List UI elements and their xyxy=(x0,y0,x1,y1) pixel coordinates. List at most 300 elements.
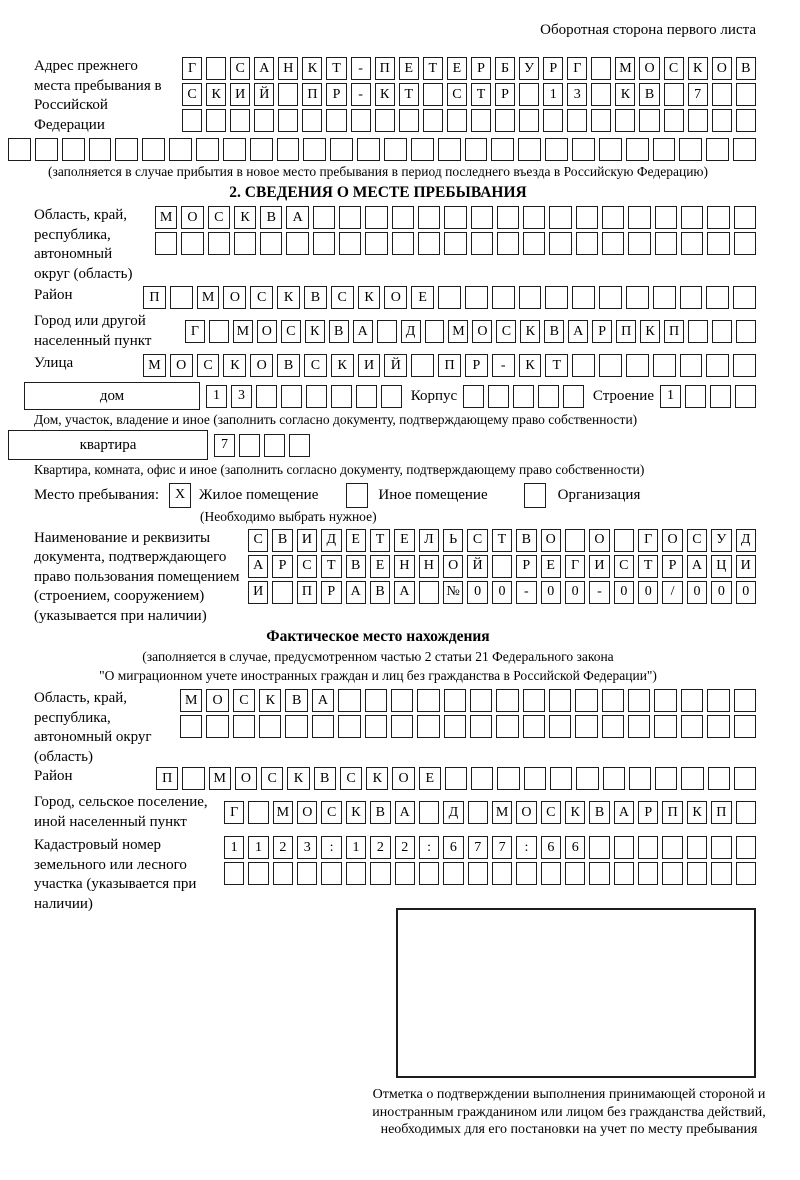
char-cell[interactable]: С xyxy=(297,555,317,578)
char-cell[interactable] xyxy=(706,138,729,161)
char-cell[interactable] xyxy=(599,138,622,161)
char-cell[interactable]: 0 xyxy=(565,581,585,604)
char-cell[interactable] xyxy=(576,206,598,229)
char-cell[interactable] xyxy=(735,385,756,408)
char-cell[interactable] xyxy=(392,232,414,255)
char-cell[interactable] xyxy=(444,715,466,738)
char-cell[interactable]: Р xyxy=(321,581,341,604)
char-cell[interactable] xyxy=(468,862,488,885)
char-cell[interactable] xyxy=(599,286,622,309)
char-cell[interactable] xyxy=(733,138,756,161)
char-cell[interactable] xyxy=(89,138,112,161)
char-cell[interactable] xyxy=(395,862,415,885)
char-cell[interactable]: К xyxy=(640,320,660,343)
char-cell[interactable] xyxy=(392,206,414,229)
char-cell[interactable]: Р xyxy=(495,83,515,106)
char-cell[interactable]: 0 xyxy=(541,581,561,604)
char-cell[interactable]: Т xyxy=(399,83,419,106)
char-cell[interactable] xyxy=(365,232,387,255)
char-cell[interactable] xyxy=(233,715,255,738)
char-cell[interactable] xyxy=(411,354,434,377)
char-cell[interactable] xyxy=(272,581,292,604)
char-cell[interactable]: Е xyxy=(411,286,434,309)
char-cell[interactable] xyxy=(492,555,512,578)
char-cell[interactable]: М xyxy=(143,354,166,377)
char-cell[interactable] xyxy=(338,689,360,712)
char-cell[interactable]: Д xyxy=(443,801,463,824)
char-cell[interactable] xyxy=(688,109,708,132)
char-cell[interactable]: : xyxy=(516,836,536,859)
char-cell[interactable]: Й xyxy=(467,555,487,578)
char-cell[interactable] xyxy=(549,206,571,229)
char-cell[interactable]: В xyxy=(370,581,390,604)
char-cell[interactable] xyxy=(626,354,649,377)
char-cell[interactable] xyxy=(278,109,298,132)
char-cell[interactable] xyxy=(614,862,634,885)
char-cell[interactable] xyxy=(687,862,707,885)
char-cell[interactable] xyxy=(302,109,322,132)
apartment-field-box[interactable]: квартира xyxy=(8,430,208,460)
char-cell[interactable] xyxy=(155,232,177,255)
char-cell[interactable] xyxy=(260,232,282,255)
char-cell[interactable]: С xyxy=(541,801,561,824)
char-cell[interactable]: С xyxy=(467,529,487,552)
char-cell[interactable] xyxy=(254,109,274,132)
char-cell[interactable] xyxy=(629,767,651,790)
char-cell[interactable] xyxy=(707,715,729,738)
char-cell[interactable]: Т xyxy=(326,57,346,80)
char-cell[interactable] xyxy=(180,715,202,738)
char-cell[interactable] xyxy=(365,715,387,738)
char-cell[interactable] xyxy=(313,232,335,255)
char-cell[interactable]: О xyxy=(223,286,246,309)
char-cell[interactable]: О xyxy=(297,801,317,824)
char-cell[interactable]: 7 xyxy=(214,434,235,457)
char-cell[interactable] xyxy=(567,109,587,132)
char-cell[interactable] xyxy=(653,354,676,377)
char-cell[interactable] xyxy=(734,715,756,738)
char-cell[interactable]: В xyxy=(329,320,349,343)
char-cell[interactable] xyxy=(425,320,445,343)
char-cell[interactable]: Е xyxy=(447,57,467,80)
char-cell[interactable] xyxy=(545,138,568,161)
char-cell[interactable] xyxy=(541,862,561,885)
char-cell[interactable] xyxy=(285,715,307,738)
char-cell[interactable] xyxy=(736,109,756,132)
char-cell[interactable] xyxy=(575,689,597,712)
char-cell[interactable] xyxy=(736,862,756,885)
char-cell[interactable]: 7 xyxy=(468,836,488,859)
char-cell[interactable]: А xyxy=(568,320,588,343)
char-cell[interactable] xyxy=(206,109,226,132)
char-cell[interactable]: / xyxy=(662,581,682,604)
char-cell[interactable] xyxy=(443,862,463,885)
char-cell[interactable]: Р xyxy=(272,555,292,578)
char-cell[interactable]: 3 xyxy=(567,83,587,106)
char-cell[interactable] xyxy=(447,109,467,132)
char-cell[interactable]: А xyxy=(248,555,268,578)
char-cell[interactable] xyxy=(286,232,308,255)
char-cell[interactable] xyxy=(513,385,534,408)
char-cell[interactable]: У xyxy=(711,529,731,552)
char-cell[interactable]: О xyxy=(472,320,492,343)
char-cell[interactable]: Д xyxy=(321,529,341,552)
char-cell[interactable]: С xyxy=(261,767,283,790)
char-cell[interactable]: 0 xyxy=(687,581,707,604)
char-cell[interactable] xyxy=(223,138,246,161)
char-cell[interactable]: Т xyxy=(471,83,491,106)
char-cell[interactable]: Г xyxy=(567,57,587,80)
char-cell[interactable]: 1 xyxy=(248,836,268,859)
char-cell[interactable]: Р xyxy=(465,354,488,377)
char-cell[interactable]: П xyxy=(711,801,731,824)
char-cell[interactable]: С xyxy=(208,206,230,229)
char-cell[interactable] xyxy=(357,138,380,161)
char-cell[interactable] xyxy=(626,138,649,161)
char-cell[interactable] xyxy=(492,862,512,885)
char-cell[interactable] xyxy=(591,109,611,132)
char-cell[interactable] xyxy=(250,138,273,161)
char-cell[interactable] xyxy=(655,767,677,790)
char-cell[interactable] xyxy=(351,109,371,132)
char-cell[interactable] xyxy=(444,232,466,255)
char-cell[interactable] xyxy=(313,206,335,229)
char-cell[interactable] xyxy=(638,862,658,885)
char-cell[interactable] xyxy=(306,385,327,408)
char-cell[interactable]: П xyxy=(143,286,166,309)
char-cell[interactable]: К xyxy=(366,767,388,790)
char-cell[interactable]: Е xyxy=(541,555,561,578)
char-cell[interactable]: Т xyxy=(423,57,443,80)
char-cell[interactable] xyxy=(206,715,228,738)
char-cell[interactable]: О xyxy=(250,354,273,377)
char-cell[interactable]: 1 xyxy=(224,836,244,859)
char-cell[interactable] xyxy=(589,862,609,885)
char-cell[interactable]: В xyxy=(260,206,282,229)
char-cell[interactable]: И xyxy=(297,529,317,552)
char-cell[interactable] xyxy=(681,689,703,712)
char-cell[interactable] xyxy=(602,689,624,712)
char-cell[interactable]: К xyxy=(615,83,635,106)
checkbox-residential[interactable]: X xyxy=(169,483,191,508)
char-cell[interactable] xyxy=(549,689,571,712)
char-cell[interactable]: Р xyxy=(638,801,658,824)
char-cell[interactable]: С xyxy=(496,320,516,343)
char-cell[interactable] xyxy=(248,801,268,824)
char-cell[interactable] xyxy=(471,206,493,229)
char-cell[interactable] xyxy=(707,689,729,712)
char-cell[interactable] xyxy=(524,767,546,790)
char-cell[interactable] xyxy=(572,354,595,377)
char-cell[interactable] xyxy=(523,232,545,255)
char-cell[interactable]: О xyxy=(206,689,228,712)
char-cell[interactable] xyxy=(488,385,509,408)
char-cell[interactable]: С xyxy=(182,83,202,106)
char-cell[interactable]: Д xyxy=(736,529,756,552)
char-cell[interactable]: С xyxy=(230,57,250,80)
char-cell[interactable]: Е xyxy=(346,529,366,552)
char-cell[interactable]: К xyxy=(287,767,309,790)
char-cell[interactable] xyxy=(626,286,649,309)
char-cell[interactable]: Ь xyxy=(443,529,463,552)
char-cell[interactable] xyxy=(470,689,492,712)
char-cell[interactable]: А xyxy=(394,581,414,604)
char-cell[interactable] xyxy=(277,138,300,161)
char-cell[interactable] xyxy=(470,715,492,738)
char-cell[interactable]: О xyxy=(392,767,414,790)
char-cell[interactable] xyxy=(639,109,659,132)
char-cell[interactable] xyxy=(734,767,756,790)
char-cell[interactable] xyxy=(602,715,624,738)
char-cell[interactable]: 6 xyxy=(541,836,561,859)
char-cell[interactable] xyxy=(495,109,515,132)
char-cell[interactable]: П xyxy=(616,320,636,343)
char-cell[interactable]: В xyxy=(639,83,659,106)
char-cell[interactable]: Т xyxy=(321,555,341,578)
char-cell[interactable] xyxy=(733,286,756,309)
char-cell[interactable]: 1 xyxy=(206,385,227,408)
char-cell[interactable] xyxy=(497,767,519,790)
char-cell[interactable]: С xyxy=(233,689,255,712)
char-cell[interactable] xyxy=(419,801,439,824)
char-cell[interactable] xyxy=(370,862,390,885)
char-cell[interactable] xyxy=(681,715,703,738)
char-cell[interactable] xyxy=(662,836,682,859)
char-cell[interactable]: В xyxy=(272,529,292,552)
char-cell[interactable]: И xyxy=(230,83,250,106)
char-cell[interactable]: В xyxy=(544,320,564,343)
char-cell[interactable]: И xyxy=(589,555,609,578)
char-cell[interactable]: А xyxy=(395,801,415,824)
char-cell[interactable] xyxy=(707,206,729,229)
char-cell[interactable]: С xyxy=(281,320,301,343)
char-cell[interactable] xyxy=(438,138,461,161)
char-cell[interactable]: 7 xyxy=(492,836,512,859)
char-cell[interactable] xyxy=(303,138,326,161)
char-cell[interactable]: 2 xyxy=(370,836,390,859)
char-cell[interactable]: К xyxy=(223,354,246,377)
char-cell[interactable]: 1 xyxy=(346,836,366,859)
char-cell[interactable] xyxy=(273,862,293,885)
char-cell[interactable]: 6 xyxy=(565,836,585,859)
char-cell[interactable] xyxy=(209,320,229,343)
char-cell[interactable] xyxy=(465,138,488,161)
char-cell[interactable]: С xyxy=(614,555,634,578)
char-cell[interactable]: У xyxy=(519,57,539,80)
char-cell[interactable] xyxy=(734,232,756,255)
char-cell[interactable] xyxy=(628,715,650,738)
char-cell[interactable]: К xyxy=(302,57,322,80)
char-cell[interactable] xyxy=(330,138,353,161)
char-cell[interactable] xyxy=(497,206,519,229)
char-cell[interactable]: 1 xyxy=(543,83,563,106)
char-cell[interactable] xyxy=(734,206,756,229)
char-cell[interactable] xyxy=(491,138,514,161)
char-cell[interactable]: О xyxy=(170,354,193,377)
char-cell[interactable] xyxy=(224,862,244,885)
char-cell[interactable] xyxy=(711,862,731,885)
char-cell[interactable]: А xyxy=(312,689,334,712)
char-cell[interactable] xyxy=(391,689,413,712)
char-cell[interactable]: 0 xyxy=(614,581,634,604)
char-cell[interactable] xyxy=(208,232,230,255)
char-cell[interactable]: Л xyxy=(419,529,439,552)
char-cell[interactable]: 7 xyxy=(688,83,708,106)
char-cell[interactable] xyxy=(375,109,395,132)
char-cell[interactable]: А xyxy=(286,206,308,229)
char-cell[interactable] xyxy=(248,862,268,885)
char-cell[interactable] xyxy=(259,715,281,738)
char-cell[interactable]: К xyxy=(305,320,325,343)
char-cell[interactable]: А xyxy=(687,555,707,578)
char-cell[interactable]: Г xyxy=(182,57,202,80)
char-cell[interactable] xyxy=(346,862,366,885)
char-cell[interactable]: Г xyxy=(224,801,244,824)
char-cell[interactable] xyxy=(707,232,729,255)
char-cell[interactable] xyxy=(411,138,434,161)
char-cell[interactable] xyxy=(339,232,361,255)
char-cell[interactable]: В xyxy=(516,529,536,552)
char-cell[interactable]: Й xyxy=(384,354,407,377)
char-cell[interactable] xyxy=(664,83,684,106)
char-cell[interactable]: С xyxy=(248,529,268,552)
char-cell[interactable] xyxy=(679,138,702,161)
char-cell[interactable]: С xyxy=(331,286,354,309)
char-cell[interactable] xyxy=(576,767,598,790)
char-cell[interactable] xyxy=(321,862,341,885)
char-cell[interactable] xyxy=(278,83,298,106)
char-cell[interactable]: К xyxy=(688,57,708,80)
char-cell[interactable]: О xyxy=(181,206,203,229)
char-cell[interactable]: Т xyxy=(545,354,568,377)
char-cell[interactable]: А xyxy=(254,57,274,80)
char-cell[interactable]: 1 xyxy=(660,385,681,408)
char-cell[interactable] xyxy=(365,689,387,712)
char-cell[interactable]: П xyxy=(156,767,178,790)
char-cell[interactable]: В xyxy=(370,801,390,824)
char-cell[interactable]: В xyxy=(277,354,300,377)
char-cell[interactable] xyxy=(239,434,260,457)
char-cell[interactable]: К xyxy=(565,801,585,824)
char-cell[interactable] xyxy=(471,232,493,255)
char-cell[interactable]: 0 xyxy=(638,581,658,604)
char-cell[interactable] xyxy=(712,83,732,106)
char-cell[interactable]: Г xyxy=(185,320,205,343)
char-cell[interactable] xyxy=(182,109,202,132)
char-cell[interactable]: Е xyxy=(370,555,390,578)
char-cell[interactable]: 0 xyxy=(492,581,512,604)
char-cell[interactable]: 3 xyxy=(231,385,252,408)
char-cell[interactable]: Н xyxy=(394,555,414,578)
char-cell[interactable]: - xyxy=(589,581,609,604)
char-cell[interactable] xyxy=(712,320,732,343)
char-cell[interactable] xyxy=(545,286,568,309)
char-cell[interactable] xyxy=(638,836,658,859)
char-cell[interactable]: К xyxy=(358,286,381,309)
char-cell[interactable]: 0 xyxy=(711,581,731,604)
char-cell[interactable] xyxy=(181,232,203,255)
checkbox-organization[interactable] xyxy=(524,483,546,508)
char-cell[interactable]: К xyxy=(331,354,354,377)
char-cell[interactable]: П xyxy=(302,83,322,106)
char-cell[interactable] xyxy=(614,529,634,552)
char-cell[interactable] xyxy=(599,354,622,377)
char-cell[interactable] xyxy=(418,232,440,255)
char-cell[interactable]: Б xyxy=(495,57,515,80)
char-cell[interactable]: П xyxy=(297,581,317,604)
char-cell[interactable] xyxy=(419,581,439,604)
char-cell[interactable] xyxy=(655,232,677,255)
char-cell[interactable] xyxy=(418,206,440,229)
char-cell[interactable]: № xyxy=(443,581,463,604)
char-cell[interactable] xyxy=(736,836,756,859)
char-cell[interactable]: 6 xyxy=(443,836,463,859)
char-cell[interactable] xyxy=(142,138,165,161)
char-cell[interactable]: О xyxy=(589,529,609,552)
char-cell[interactable] xyxy=(256,385,277,408)
char-cell[interactable]: С xyxy=(197,354,220,377)
char-cell[interactable] xyxy=(417,715,439,738)
char-cell[interactable]: С xyxy=(687,529,707,552)
char-cell[interactable] xyxy=(681,232,703,255)
char-cell[interactable]: О xyxy=(712,57,732,80)
char-cell[interactable]: И xyxy=(736,555,756,578)
char-cell[interactable] xyxy=(628,232,650,255)
char-cell[interactable] xyxy=(182,767,204,790)
char-cell[interactable]: В xyxy=(589,801,609,824)
char-cell[interactable]: Р xyxy=(592,320,612,343)
char-cell[interactable]: О xyxy=(235,767,257,790)
char-cell[interactable] xyxy=(365,206,387,229)
char-cell[interactable]: - xyxy=(351,57,371,80)
char-cell[interactable] xyxy=(591,57,611,80)
char-cell[interactable] xyxy=(169,138,192,161)
char-cell[interactable] xyxy=(496,715,518,738)
char-cell[interactable] xyxy=(654,689,676,712)
char-cell[interactable]: : xyxy=(321,836,341,859)
char-cell[interactable] xyxy=(170,286,193,309)
char-cell[interactable]: М xyxy=(197,286,220,309)
char-cell[interactable]: М xyxy=(209,767,231,790)
char-cell[interactable]: А xyxy=(353,320,373,343)
char-cell[interactable] xyxy=(497,232,519,255)
char-cell[interactable] xyxy=(419,862,439,885)
char-cell[interactable] xyxy=(602,206,624,229)
char-cell[interactable]: А xyxy=(346,581,366,604)
char-cell[interactable] xyxy=(8,138,31,161)
char-cell[interactable] xyxy=(653,286,676,309)
char-cell[interactable] xyxy=(680,354,703,377)
char-cell[interactable] xyxy=(471,109,491,132)
char-cell[interactable] xyxy=(615,109,635,132)
char-cell[interactable] xyxy=(496,689,518,712)
char-cell[interactable] xyxy=(565,529,585,552)
char-cell[interactable]: Р xyxy=(471,57,491,80)
char-cell[interactable]: Й xyxy=(254,83,274,106)
char-cell[interactable] xyxy=(289,434,310,457)
char-cell[interactable]: П xyxy=(375,57,395,80)
char-cell[interactable] xyxy=(614,836,634,859)
char-cell[interactable] xyxy=(381,385,402,408)
char-cell[interactable]: 0 xyxy=(736,581,756,604)
char-cell[interactable] xyxy=(492,286,515,309)
char-cell[interactable] xyxy=(736,83,756,106)
char-cell[interactable]: К xyxy=(259,689,281,712)
char-cell[interactable]: В xyxy=(736,57,756,80)
char-cell[interactable]: В xyxy=(285,689,307,712)
char-cell[interactable] xyxy=(445,767,467,790)
char-cell[interactable] xyxy=(115,138,138,161)
